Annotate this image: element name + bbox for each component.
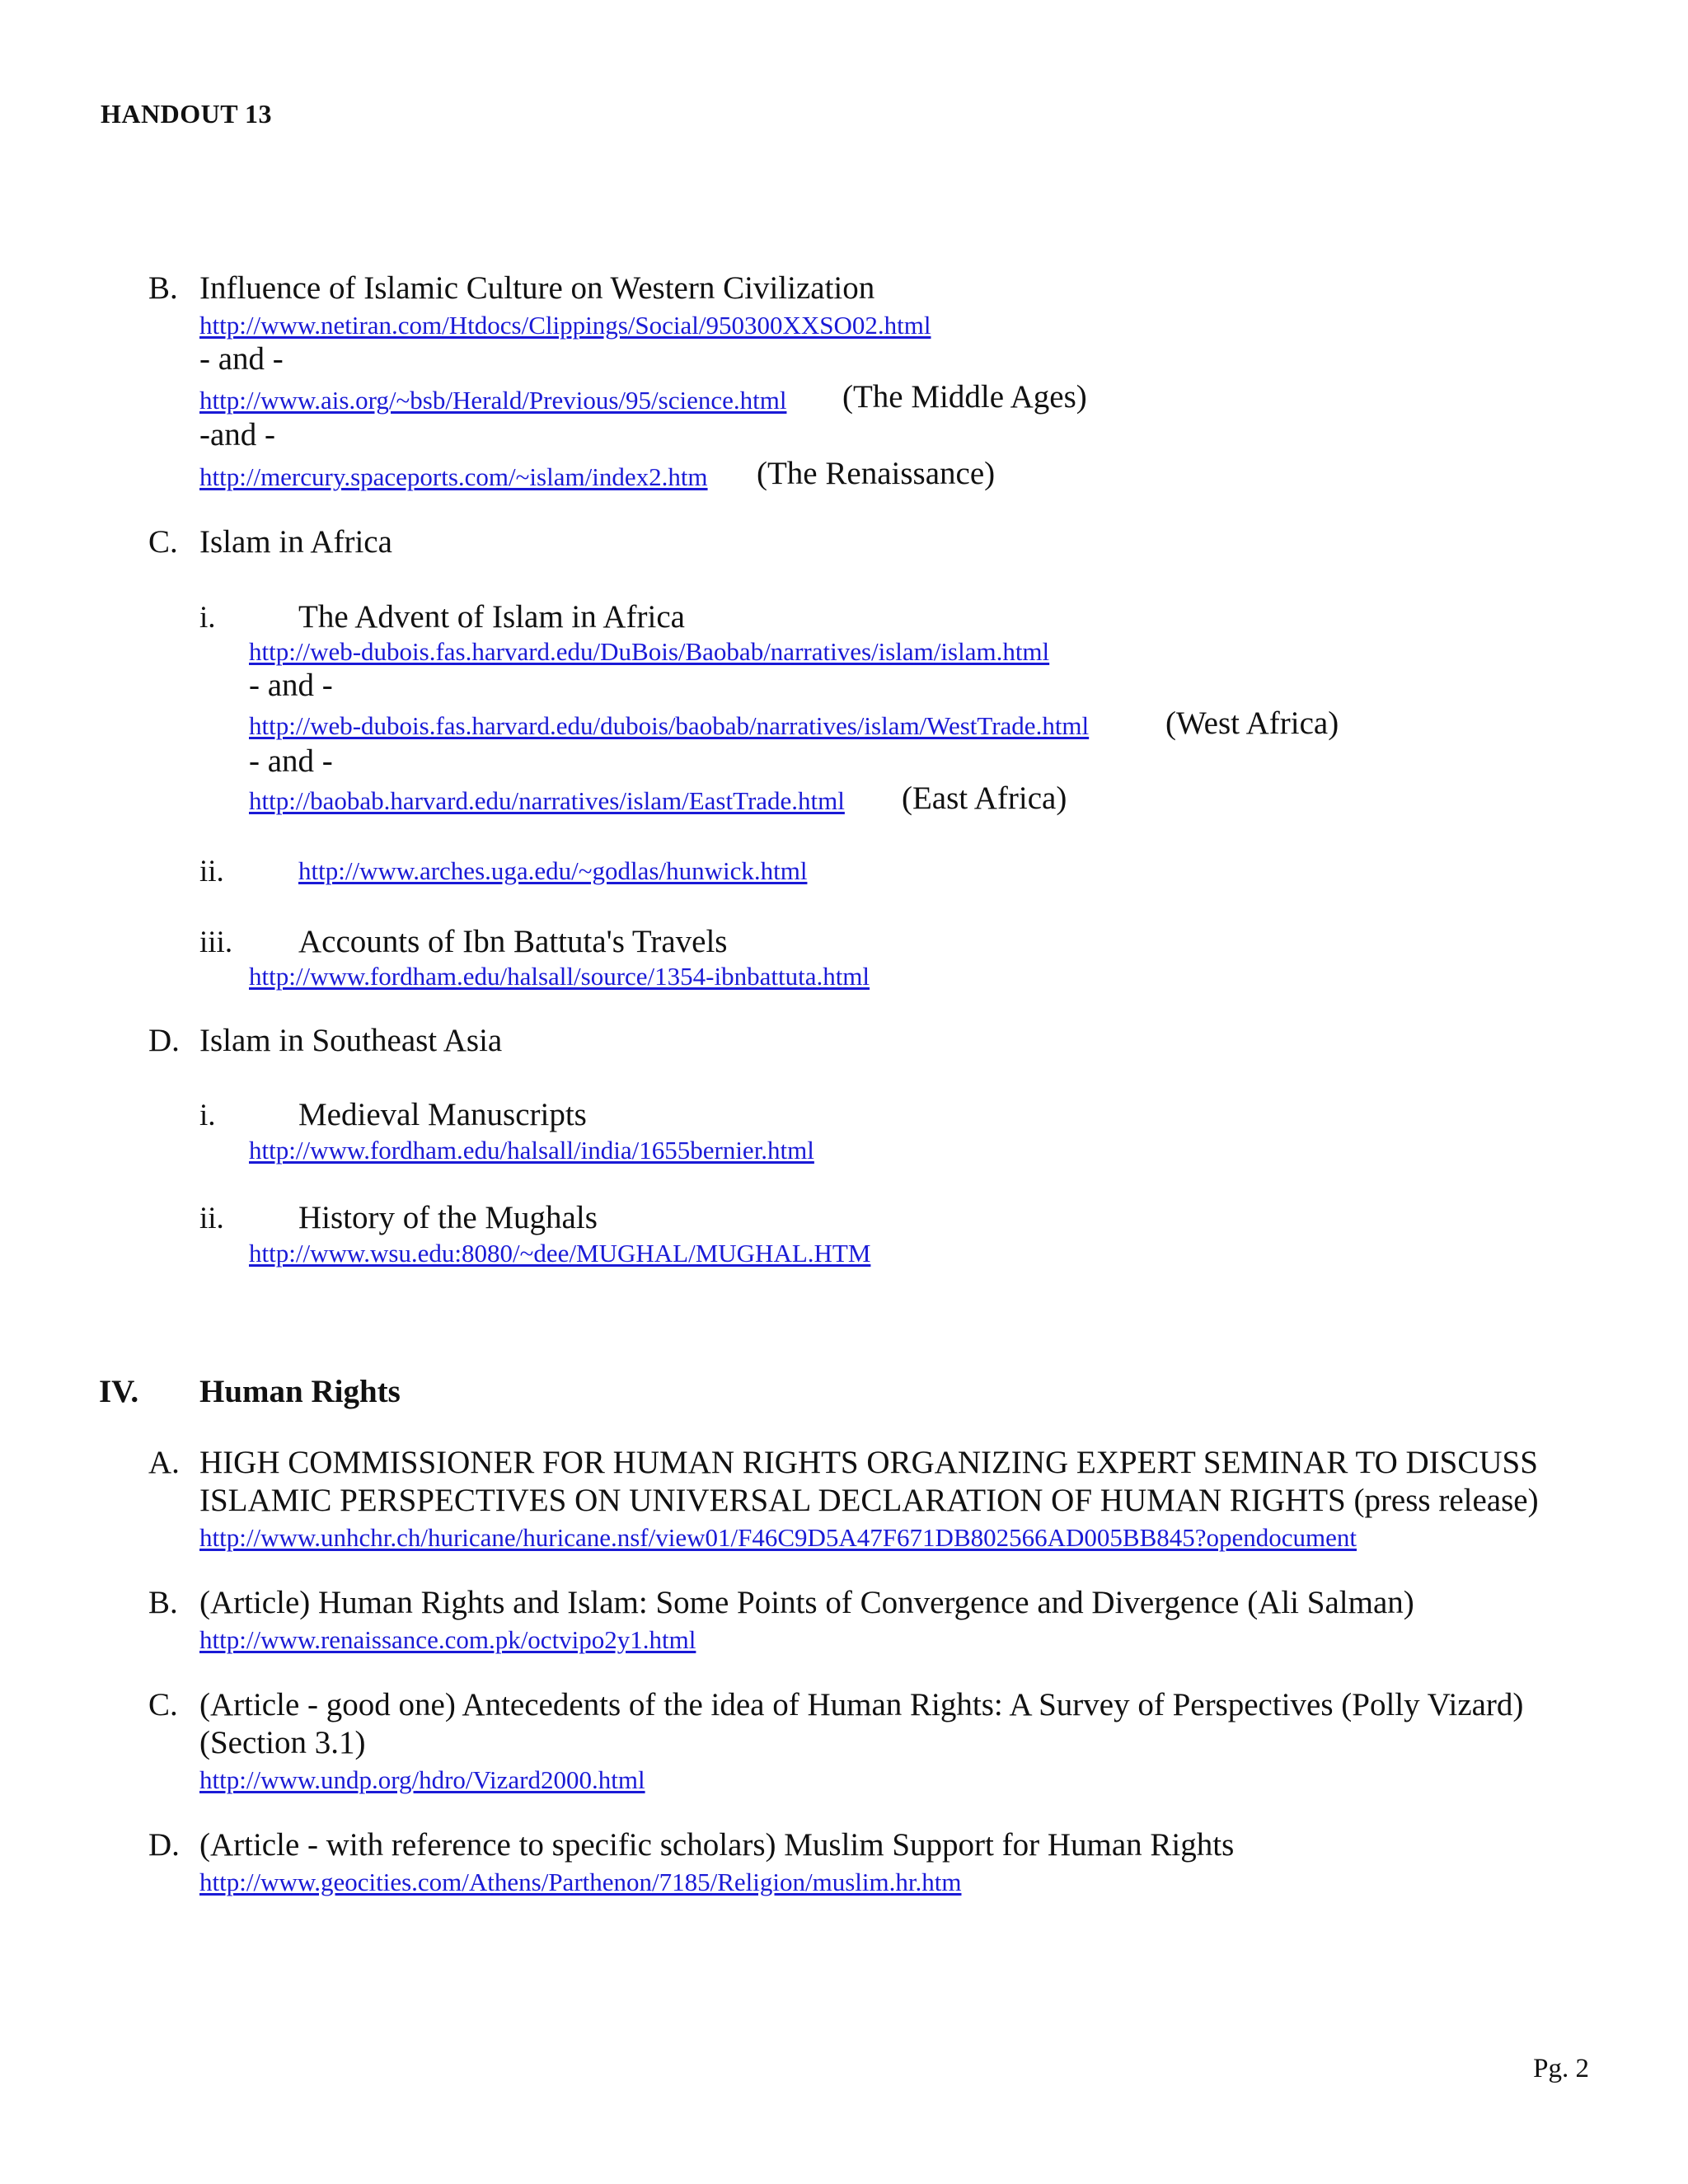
- renaissance-link[interactable]: http://www.renaissance.com.pk/octvipo2y1.html: [199, 1625, 696, 1654]
- page-number: Pg. 2: [1533, 2054, 1589, 2083]
- subitem-label: ii.: [199, 855, 224, 888]
- easttrade-link[interactable]: http://baobab.harvard.edu/narratives/islam/EastTrade.html: [249, 786, 845, 815]
- item-title: Islam in Southeast Asia: [199, 1023, 503, 1058]
- link-note: (The Renaissance): [757, 456, 996, 491]
- item-label: C.: [148, 1687, 178, 1722]
- mercury-link[interactable]: http://mercury.spaceports.com/~islam/index2.htm: [199, 462, 708, 491]
- item-text-line1: HIGH COMMISSIONER FOR HUMAN RIGHTS ORGANIZING EXPERT SEMINAR TO DISCUSS: [199, 1445, 1538, 1480]
- section-numeral: IV.: [99, 1374, 139, 1409]
- link-note: (West Africa): [1165, 705, 1339, 741]
- item-title: Islam in Africa: [199, 524, 392, 560]
- mughal-link[interactable]: http://www.wsu.edu:8080/~dee/MUGHAL/MUGHAL.HTM: [249, 1239, 871, 1268]
- subitem-title: Medieval Manuscripts: [298, 1097, 587, 1132]
- item-label: B.: [148, 1585, 178, 1620]
- unhchr-link[interactable]: http://www.unhchr.ch/huricane/huricane.nsf/view01/F46C9D5A47F671DB802566AD005BB845?opendocument: [199, 1523, 1357, 1552]
- ibnbattuta-link[interactable]: http://www.fordham.edu/halsall/source/1354-ibnbattuta.html: [249, 962, 870, 991]
- item-label: D.: [148, 1827, 180, 1863]
- subitem-title: History of the Mughals: [298, 1200, 598, 1235]
- ais-science-link[interactable]: http://www.ais.org/~bsb/Herald/Previous/95/science.html: [199, 386, 787, 415]
- item-text: (Article) Human Rights and Islam: Some Points of Convergence and Divergence (Ali Salman): [199, 1585, 1414, 1620]
- subitem-title: The Advent of Islam in Africa: [298, 599, 685, 635]
- item-label: C.: [148, 524, 178, 560]
- and-separator: - and -: [249, 743, 333, 779]
- undp-link[interactable]: http://www.undp.org/hdro/Vizard2000.html: [199, 1765, 645, 1794]
- item-text-line2: (Section 3.1): [199, 1725, 366, 1760]
- subitem-label: iii.: [199, 926, 233, 959]
- subitem-title: Accounts of Ibn Battuta's Travels: [298, 924, 728, 959]
- item-title: Influence of Islamic Culture on Western Civilization: [199, 270, 875, 306]
- item-text-line2: ISLAMIC PERSPECTIVES ON UNIVERSAL DECLARATION OF HUMAN RIGHTS (press release): [199, 1483, 1539, 1518]
- hunwick-link[interactable]: http://www.arches.uga.edu/~godlas/hunwick.html: [298, 856, 808, 885]
- subitem-label: i.: [199, 1099, 216, 1132]
- and-separator: - and -: [199, 341, 284, 377]
- item-label: D.: [148, 1023, 180, 1058]
- dubois-islam-link[interactable]: http://web-dubois.fas.harvard.edu/DuBois/Baobab/narratives/islam/islam.html: [249, 637, 1050, 666]
- bernier-link[interactable]: http://www.fordham.edu/halsall/india/1655bernier.html: [249, 1136, 814, 1165]
- item-label: A.: [148, 1445, 180, 1480]
- and-separator: -and -: [199, 417, 276, 452]
- subitem-label: i.: [199, 601, 216, 635]
- item-label: B.: [148, 270, 178, 306]
- handout-title: HANDOUT 13: [101, 99, 272, 129]
- netiran-link[interactable]: http://www.netiran.com/Htdocs/Clippings/Social/950300XXSO02.html: [199, 311, 931, 340]
- westtrade-link[interactable]: http://web-dubois.fas.harvard.edu/dubois/baobab/narratives/islam/WestTrade.html: [249, 711, 1090, 740]
- link-note: (The Middle Ages): [842, 379, 1087, 415]
- subitem-label: ii.: [199, 1202, 224, 1235]
- section-heading: Human Rights: [199, 1374, 401, 1409]
- item-text: (Article - with reference to specific scholars) Muslim Support for Human Rights: [199, 1827, 1235, 1863]
- geocities-link[interactable]: http://www.geocities.com/Athens/Parthenon/7185/Religion/muslim.hr.htm: [199, 1868, 962, 1896]
- and-separator: - and -: [249, 668, 333, 703]
- link-note: (East Africa): [902, 780, 1067, 816]
- item-text-line1: (Article - good one) Antecedents of the idea of Human Rights: A Survey of Perspectives (Polly Vizard): [199, 1687, 1524, 1722]
